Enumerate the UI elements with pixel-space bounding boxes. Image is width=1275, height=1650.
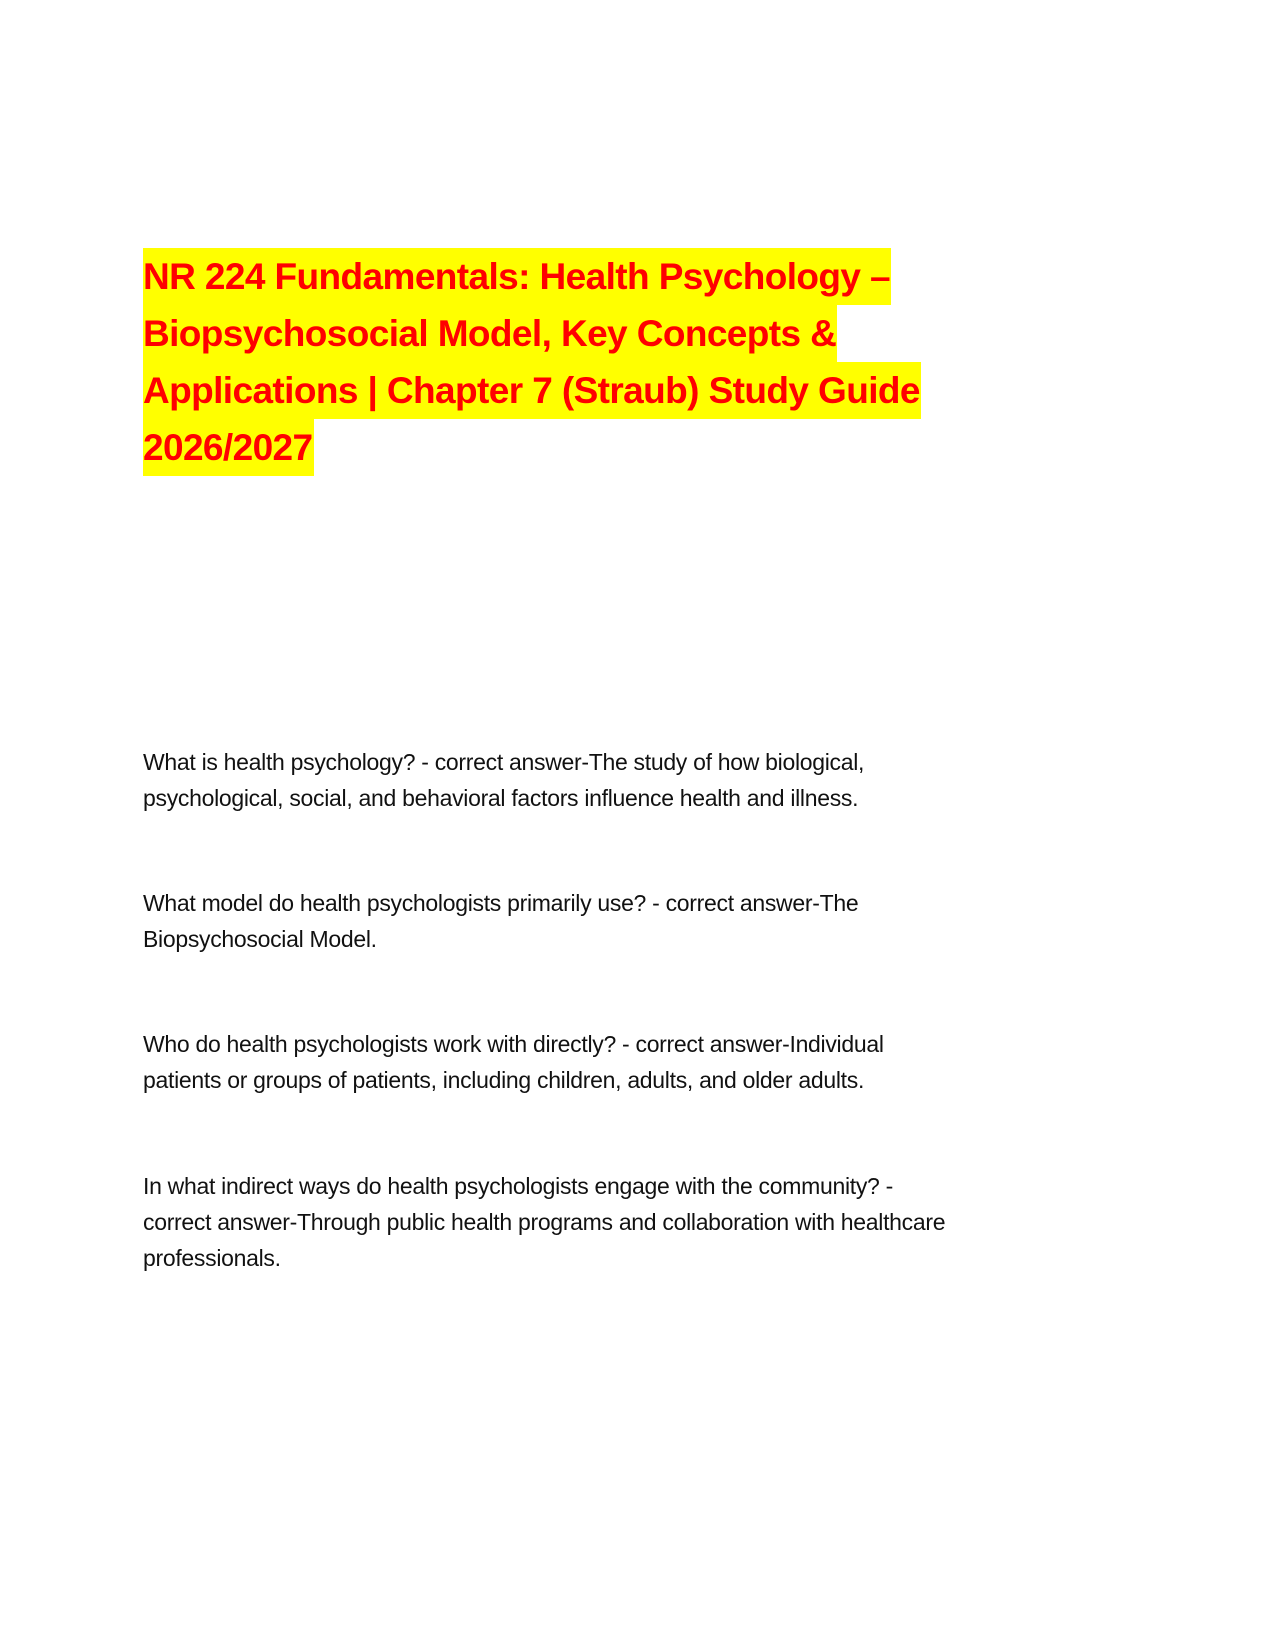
qa-text-line: professionals.: [143, 1245, 281, 1271]
title-line-text: 2026/2027: [143, 419, 314, 476]
qa-text-line: Biopsychosocial Model.: [143, 926, 377, 952]
title-line-text: Biopsychosocial Model, Key Concepts &: [143, 305, 837, 362]
title-line: [143, 419, 1143, 476]
qa-text-line: psychological, social, and behavioral factors influence health and illness.: [143, 785, 859, 811]
qa-text-line: What is health psychology? - correct answer-The study of how biological,: [143, 749, 865, 775]
qa-text-line: In what indirect ways do health psychologists engage with the community? -: [143, 1173, 893, 1199]
title-line: [143, 362, 1143, 419]
title-line-text: Applications | Chapter 7 (Straub) Study Guide: [143, 362, 921, 419]
qa-item: [143, 1168, 1103, 1276]
qa-text-line: Who do health psychologists work with directly? - correct answer-Individual: [143, 1031, 884, 1057]
qa-item: [143, 885, 1103, 957]
qa-text-line: patients or groups of patients, including children, adults, and older adults.: [143, 1067, 865, 1093]
title-line-text: NR 224 Fundamentals: Health Psychology –: [143, 248, 891, 305]
qa-item: [143, 744, 1103, 816]
document-title: [143, 248, 1143, 476]
qa-text-line: correct answer-Through public health programs and collaboration with healthcare: [143, 1209, 946, 1235]
qa-item: [143, 1026, 1103, 1098]
qa-text-line: What model do health psychologists primarily use? - correct answer-The: [143, 890, 859, 916]
title-line: [143, 305, 1143, 362]
title-line: [143, 248, 1143, 305]
